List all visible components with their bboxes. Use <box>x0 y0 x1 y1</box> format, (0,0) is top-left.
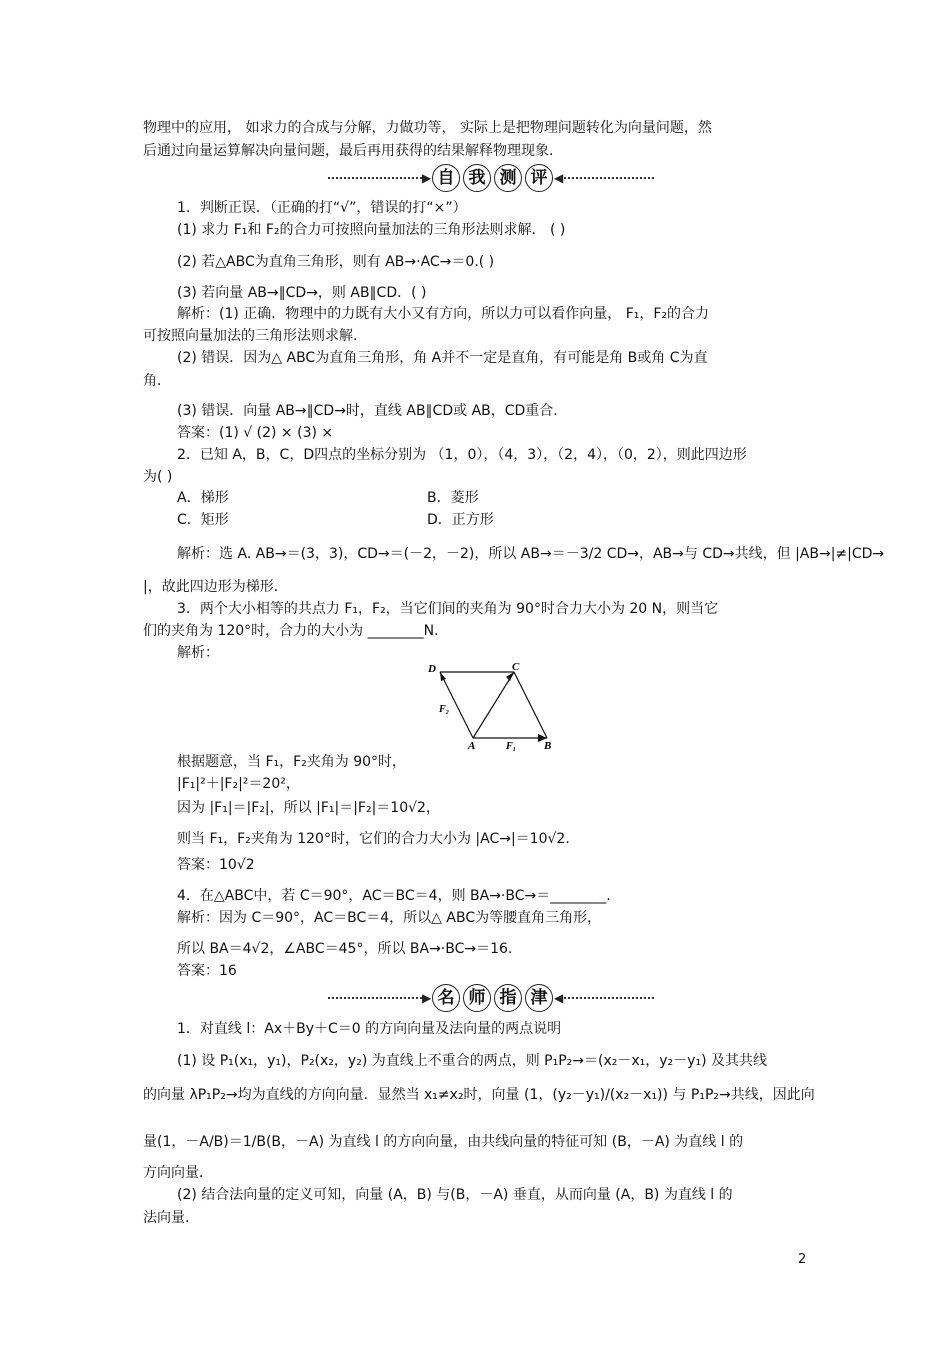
answer-line: 答案：10√2 <box>177 857 255 873</box>
analysis-line: (2) 错误．因为△ ABC为直角三角形，角 A并不一定是直角，有可能是角 B或角 C为直 <box>177 350 708 366</box>
dotted-rule-right <box>560 177 654 179</box>
option-b: B．菱形 <box>427 490 479 506</box>
question-3-title-cont: 们的夹角为 120°时，合力的大小为 ________N. <box>143 623 439 639</box>
banner-char: 指 <box>494 984 522 1012</box>
analysis-line: 角． <box>143 373 171 389</box>
analysis-label: 解析： <box>177 645 219 661</box>
banner-char: 自 <box>432 164 460 192</box>
option-a: A．梯形 <box>177 490 229 506</box>
dotted-rule-left <box>328 997 422 999</box>
analysis-line: 解析：选 A. AB→＝(3，3)，CD→＝(－2，－2)，所以 AB→＝－3/2 CD→，AB→与 CD→共线，但 |AB→|≠|CD→ <box>177 546 885 562</box>
question-2-title-cont: 为( ) <box>143 469 173 485</box>
question-3-title: 3．两个大小相等的共点力 F₁，F₂，当它们间的夹角为 90°时合力大小为 20 N，则当它 <box>177 601 719 617</box>
section-banner-teacher-guide <box>328 984 654 1012</box>
arrow-left-icon: ◀ <box>554 171 564 185</box>
question-2-title: 2．已知 A，B，C，D四点的坐标分别为 （1，0），（4，3），（2，4），（0，2），则此四边形 <box>177 447 747 463</box>
guide-line: (2) 结合法向量的定义可知，向量 (A，B) 与(B，－A) 垂直，从而向量 (A，B) 为直线 l 的 <box>177 1187 733 1203</box>
banner-char: 津 <box>525 984 553 1012</box>
analysis-line: 根据题意，当 F₁，F₂夹角为 90°时， <box>177 754 407 770</box>
guide-line: (1) 设 P₁(x₁，y₁)，P₂(x₂，y₂) 为直线上不重合的两点，则 P₁P₂→＝(x₂－x₁，y₂－y₁) 及其共线 <box>177 1053 767 1069</box>
banner-char: 测 <box>494 164 522 192</box>
question-1-item-1: (1) 求力 F₁和 F₂的合力可按照向量加法的三角形法则求解． ( ) <box>177 222 566 238</box>
analysis-line: (3) 错误．向量 AB→∥CD→时，直线 AB∥CD或 AB，CD重合． <box>177 403 568 419</box>
analysis-line: |，故此四边形为梯形． <box>143 579 288 595</box>
diagram-label: D <box>428 663 436 675</box>
question-1-item-3: (3) 若向量 AB→∥CD→，则 AB∥CD．( ) <box>177 285 427 301</box>
analysis-line: 可按照向量加法的三角形法则求解． <box>143 328 367 344</box>
page-number: 2 <box>798 1252 807 1267</box>
diagram-label: A <box>468 740 476 752</box>
option-c: C．矩形 <box>177 512 229 528</box>
guide-line: 的向量 λP₁P₂→均为直线的方向向量．显然当 x₁≠x₂时，向量 (1，(y₂－y₁)/(x₂－x₁)) 与 P₁P₂→共线，因此向 <box>143 1087 815 1103</box>
guide-title: 1．对直线 l：Ax＋By＋C＝0 的方向向量及法向量的两点说明 <box>177 1021 562 1037</box>
guide-line: 方向向量． <box>143 1165 213 1181</box>
diagram-label: F₁ <box>506 741 517 752</box>
parallelogram-diagram <box>420 660 560 752</box>
answer-line: 答案：16 <box>177 963 237 979</box>
banner-char: 名 <box>432 984 460 1012</box>
section-banner-self-test <box>328 164 654 192</box>
diagram-label: F₂ <box>439 704 450 715</box>
analysis-line: |F₁|²＋|F₂|²＝20²， <box>177 776 300 792</box>
analysis-line: 则当 F₁，F₂夹角为 120°时，它们的合力大小为 |AC→|＝10√2. <box>177 831 570 847</box>
guide-line: 量(1，－A/B)＝1/B(B，－A) 为直线 l 的方向向量，由共线向量的特征可知 (B，－A) 为直线 l 的 <box>143 1134 744 1150</box>
analysis-line: 因为 |F₁|＝|F₂|，所以 |F₁|＝|F₂|＝10√2， <box>177 800 440 816</box>
diagram-label: B <box>544 740 552 752</box>
answer-line: 答案：(1) √ (2) × (3) × <box>177 425 334 441</box>
analysis-line: 解析：(1) 正确．物理中的力既有大小又有方向，所以力可以看作向量， F₁，F₂的合力 <box>177 306 710 322</box>
question-1-item-2: (2) 若△ABC为直角三角形，则有 AB→·AC→＝0.( ) <box>177 254 495 270</box>
analysis-line: 所以 BA＝4√2，∠ABC＝45°，所以 BA→·BC→＝16. <box>177 941 513 957</box>
arrow-left-icon: ◀ <box>554 991 564 1005</box>
banner-char: 评 <box>525 164 553 192</box>
diagram-label: C <box>512 661 520 673</box>
question-4-title: 4．在△ABC中，若 C＝90°，AC＝BC＝4，则 BA→·BC→＝________. <box>177 888 611 904</box>
intro-line-2: 后通过向量运算解决向量问题，最后再用获得的结果解释物理现象. <box>143 143 554 159</box>
arrow-right-icon: ▶ <box>422 991 432 1005</box>
banner-char: 师 <box>463 984 491 1012</box>
question-1-title: 1．判断正误．（正确的打“√”，错误的打“×”） <box>177 200 467 216</box>
arrow-right-icon: ▶ <box>422 171 432 185</box>
analysis-line: 解析：因为 C＝90°，AC＝BC＝4，所以△ ABC为等腰直角三角形， <box>177 910 602 926</box>
option-d: D．正方形 <box>427 512 494 528</box>
dotted-rule-right <box>560 997 654 999</box>
dotted-rule-left <box>328 177 422 179</box>
guide-line: 法向量． <box>143 1210 199 1226</box>
banner-char: 我 <box>463 164 491 192</box>
intro-line-1: 物理中的应用， 如求力的合成与分解，力做功等， 实际上是把物理问题转化为向量问题，然 <box>143 120 712 136</box>
